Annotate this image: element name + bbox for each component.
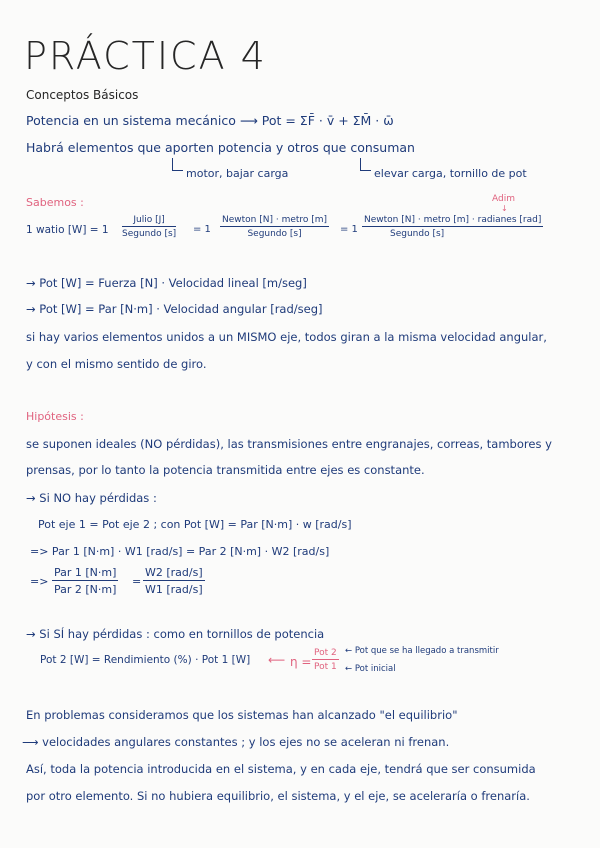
equation-axes: Pot eje 1 = Pot eje 2 ; con Pot [W] = Par [N·m] · w [rad/s]	[38, 518, 352, 531]
fraction-denominator: Pot 1	[314, 662, 337, 672]
fraction-denominator: W1 [rad/s]	[145, 583, 203, 596]
note-initial: ← Pot inicial	[345, 664, 396, 674]
fraction-numerator: Par 1 [N·m]	[54, 566, 117, 579]
ratio-equals: =	[132, 575, 142, 588]
equilibrium-line-1: En problemas consideramos que los sistemas han alcanzado "el equilibrio"	[26, 708, 458, 722]
hypothesis-line-1: se suponen ideales (NO pérdidas), las transmisiones entre engranajes, correas, tambores y	[26, 437, 552, 451]
efficiency-equation: Pot 2 [W] = Rendimiento (%) · Pot 1 [W]	[40, 654, 251, 666]
hypothesis-line-2: prensas, por lo tanto la potencia transmitida entre ejes es constante.	[26, 463, 425, 477]
pot-linear: → Pot [W] = Fuerza [N] · Velocidad lineal [m/seg]	[26, 276, 307, 290]
fraction-par-ratio	[52, 566, 118, 596]
pot-angular: → Pot [W] = Par [N·m] · Velocidad angular [rad/seg]	[26, 302, 323, 316]
arrow-icon: ⟶	[239, 113, 258, 128]
with-loss-heading: → Si SÍ hay pérdidas : como en tornillos de potencia	[26, 627, 325, 641]
branch-arrow-left-icon	[172, 158, 183, 171]
fraction-denominator: Segundo [s]	[122, 229, 177, 239]
branch-left: motor, bajar carga	[186, 167, 289, 180]
watt-lhs: 1 watio [W] = 1	[26, 224, 109, 236]
fraction-newton-metre-radian	[362, 215, 543, 239]
same-axis-line-1: si hay varios elementos unidos a un MISMO eje, todos giran a la misma velocidad angular,	[26, 330, 547, 344]
branch-right: elevar carga, tornillo de pot	[374, 167, 527, 180]
hipotesis-heading: Hipótesis :	[26, 410, 84, 423]
fraction-numerator: W2 [rad/s]	[145, 566, 203, 579]
adim-arrow-icon: ↓	[501, 204, 508, 213]
fraction-newton-metre	[220, 215, 329, 239]
fraction-omega-ratio	[143, 566, 205, 596]
ratio-prefix: =>	[30, 575, 49, 588]
equals-1: = 1	[193, 224, 211, 235]
equilibrium-line-2: ⟶ velocidades angulares constantes ; y los ejes no se aceleran ni frenan.	[22, 735, 450, 749]
subtitle: Conceptos Básicos	[26, 88, 139, 102]
fraction-numerator: Pot 2	[314, 648, 337, 658]
power-formula: Pot = ΣF̄ · v̄ + ΣM̄ · ω̄	[261, 113, 394, 128]
fraction-denominator: Segundo [s]	[390, 229, 445, 239]
sabemos-heading: Sabemos :	[26, 196, 84, 209]
equation-pars: => Par 1 [N·m] · W1 [rad/s] = Par 2 [N·m] · W2 [rad/s]	[30, 545, 330, 558]
page-title: PRÁCTICA 4	[24, 34, 267, 78]
same-axis-line-2: y con el mismo sentido de giro.	[26, 357, 207, 371]
fraction-efficiency	[312, 648, 339, 672]
fraction-numerator: Newton [N] · metro [m] · radianes [rad]	[364, 215, 542, 225]
equals-2: = 1	[340, 224, 358, 235]
fraction-joule	[122, 215, 176, 239]
no-loss-heading: → Si NO hay pérdidas :	[26, 491, 157, 505]
fraction-denominator: Par 2 [N·m]	[54, 583, 117, 596]
eta-symbol: η =	[290, 655, 312, 669]
note-transmitted: ← Pot que se ha llegado a transmitir	[345, 646, 499, 656]
elements-line: Habrá elementos que aporten potencia y otros que consuman	[26, 140, 415, 155]
fraction-numerator: Newton [N] · metro [m]	[222, 215, 328, 225]
branch-arrow-right-icon	[360, 158, 371, 171]
equilibrium-line-3: Así, toda la potencia introducida en el sistema, y en cada eje, tendrá que ser consumida	[26, 762, 536, 776]
power-text: Potencia en un sistema mecánico	[26, 113, 236, 128]
equilibrium-line-4: por otro elemento. Si no hubiera equilibrio, el sistema, y el eje, se aceleraría o frenaría.	[26, 789, 530, 803]
arrow-left-icon: ⟵	[268, 653, 286, 667]
fraction-denominator: Segundo [s]	[247, 229, 302, 239]
fraction-numerator: Julio [J]	[122, 215, 176, 227]
adim-label: Adim	[492, 194, 515, 204]
power-definition	[26, 113, 394, 128]
